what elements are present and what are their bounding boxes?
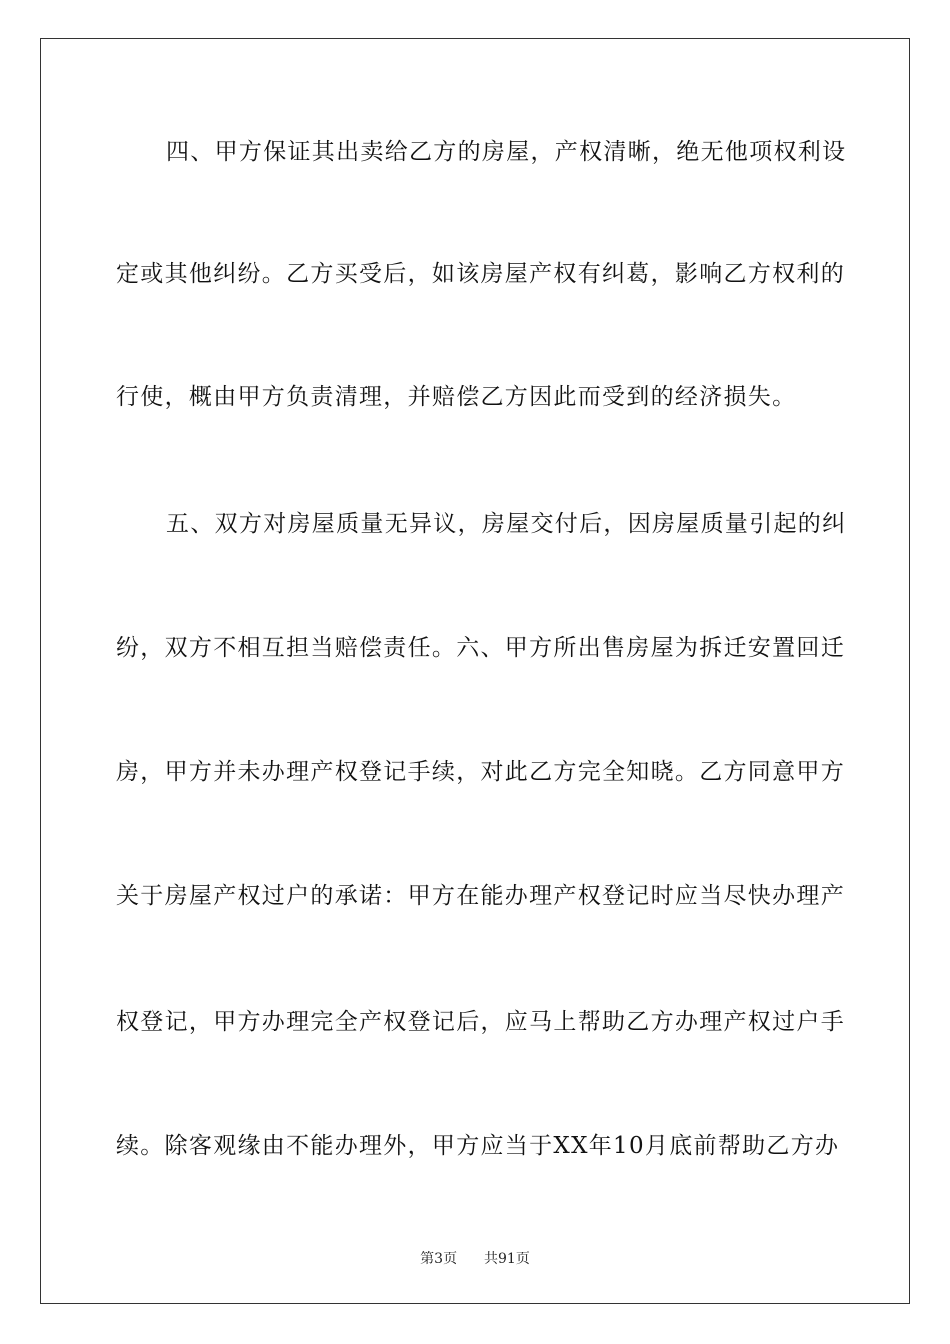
paragraph-5-line-5: 权登记，甲方办理完全产权登记后，应马上帮助乙方办理产权过户手 — [116, 1009, 845, 1035]
paragraph-4-line-2: 定或其他纠纷。乙方买受后，如该房屋产权有纠葛，影响乙方权利的 — [116, 261, 845, 287]
page-number-total: 共91页 — [484, 1251, 530, 1267]
paragraph-4-line-3: 行使，概由甲方负责清理，并赔偿乙方因此而受到的经济损失。 — [116, 384, 797, 410]
paragraph-5-line-2: 纷，双方不相互担当赔偿责任。六、甲方所出售房屋为拆迁安置回迁 — [116, 635, 845, 661]
paragraph-5-line-1: 五、双方对房屋质量无异议，房屋交付后，因房屋质量引起的纠 — [166, 511, 847, 537]
page-footer — [0, 1248, 950, 1268]
paragraph-5-line-4: 关于房屋产权过户的承诺：甲方在能办理产权登记时应当尽快办理产 — [116, 883, 845, 909]
page-border — [40, 38, 910, 1304]
paragraph-5-line-6: 续。除客观缘由不能办理外，甲方应当于XX年10月底前帮助乙方办 — [116, 1133, 840, 1159]
page-number-current: 第3页 — [420, 1251, 458, 1267]
paragraph-5-line-3: 房，甲方并未办理产权登记手续，对此乙方完全知晓。乙方同意甲方 — [116, 759, 845, 785]
paragraph-4-line-1: 四、甲方保证其出卖给乙方的房屋，产权清晰，绝无他项权利设 — [166, 139, 847, 165]
